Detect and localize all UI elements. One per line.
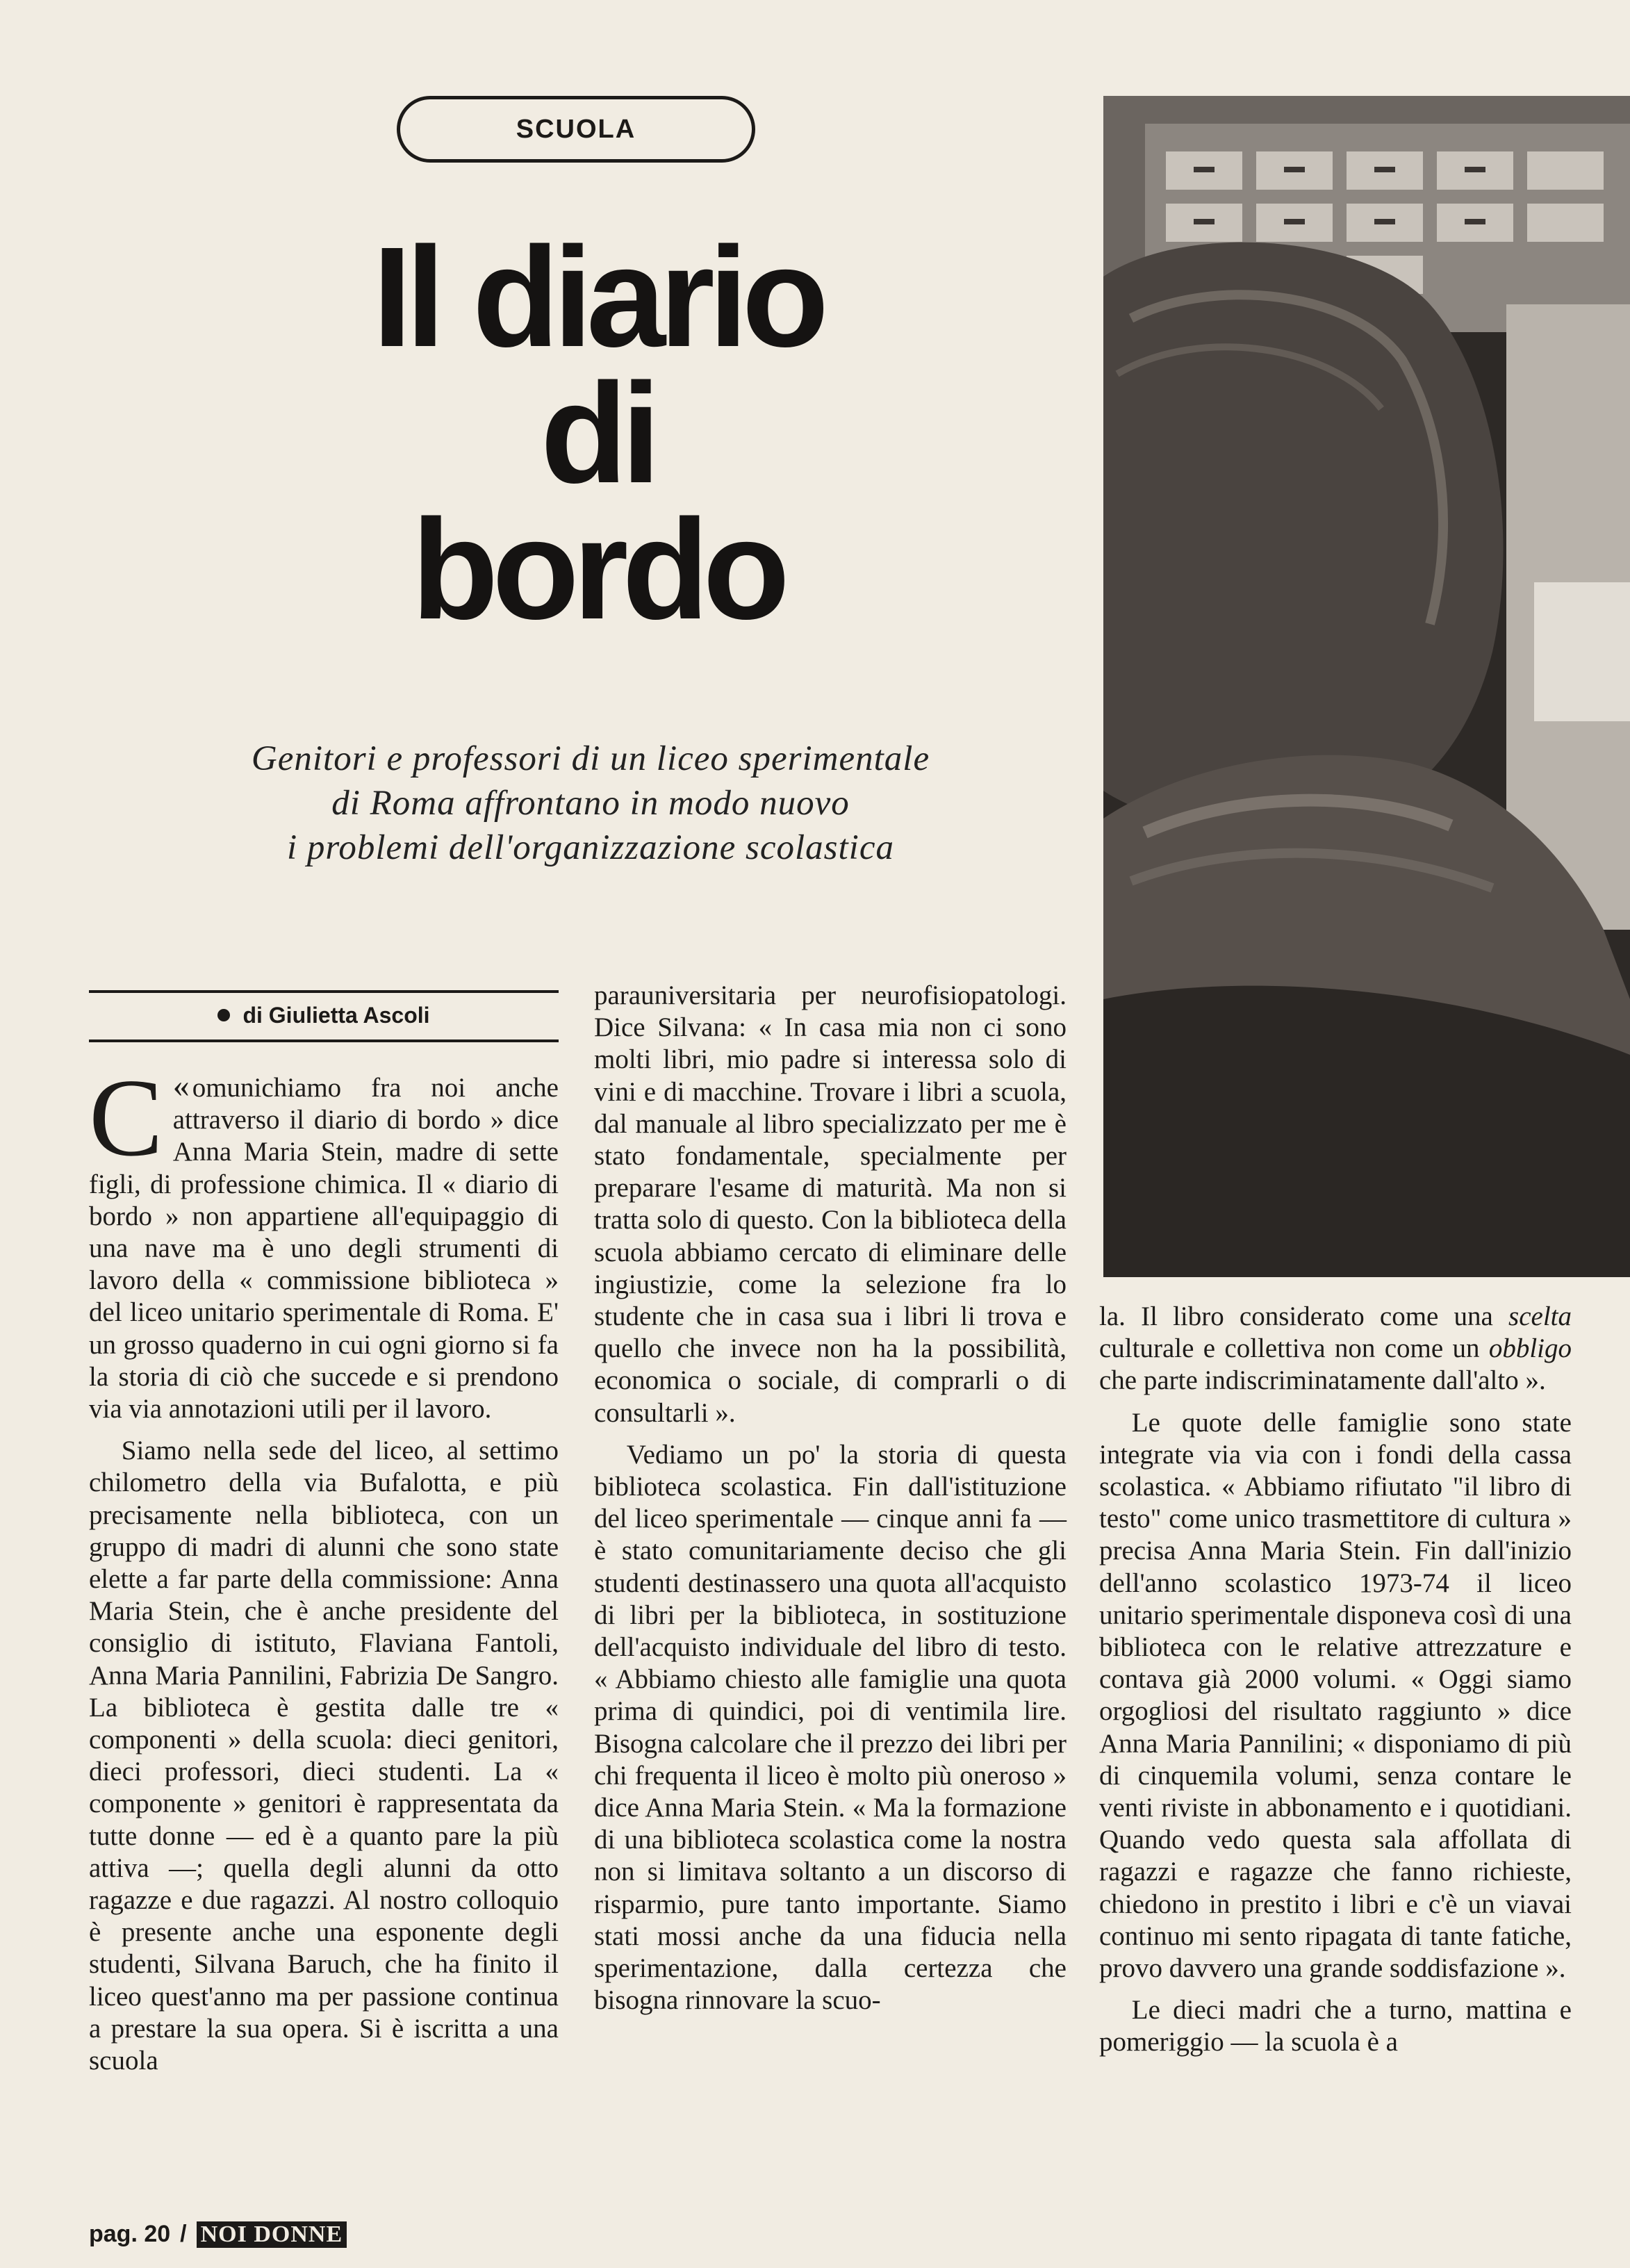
article-column-2 bbox=[594, 980, 1067, 2017]
byline-text: di Giulietta Ascoli bbox=[242, 1003, 430, 1028]
section-label: SCUOLA bbox=[397, 96, 755, 163]
headline-line-3: bordo bbox=[411, 490, 784, 649]
headline bbox=[250, 217, 945, 649]
subtitle-line-2: di Roma affrontano in modo nuovo bbox=[331, 784, 850, 823]
paragraph: Vediamo un po' la storia di questa biblioteca scolastica. Fin dall'istituzione del liceo sperimentale — cinque anni fa — è stato comunitariamente deciso che gli studenti destinassero una quota all'acquisto di libri per la biblioteca, in sostituzione dell'acquisto individuale del libro di testo. « Abbiamo chiesto alle famiglie una quota prima di quindici, poi di ventimila lire. Bisogna calcolare che il prezzo dei libri per chi frequenta il liceo è molto più oneroso » dice Anna Maria Stein. « Ma la formazione di una biblioteca scolastica come la nostra non si limitava soltanto a un discorso di risparmio, pure tanto importante. Siamo stati mossi anche da una fiducia nella sperimentazione, dalla certezza che bisogna rinnovare la scuo- bbox=[594, 1439, 1067, 2016]
paragraph bbox=[89, 1055, 559, 1425]
subtitle-line-3: i problemi dell'organizzazione scolastica bbox=[286, 828, 894, 867]
page-footer bbox=[89, 2221, 347, 2248]
paragraph: Le quote delle famiglie sono state integrate via via con i fondi della cassa scolastica. « Abbiamo rifiutato "il libro di testo" come unico trasmettitore di cultura » precisa Anna Maria Stein. Fin dall'inizio dell'anno scolastico 1973-74 il liceo unitario sperimentale disponeva così di una biblioteca con le relative attrezzature e contava già 2000 volumi. « Oggi siamo orgogliosi del risultato raggiunto » dice Anna Maria Pannilini; « disponiamo di più di cinquemila volumi, senza contare le venti riviste in abbonamento e i quotidiani. Quando vedo questa sala affollata di ragazzi e ragazze che fanno richieste, chiedono in prestito i libri e c'è un viavai continuo mi sento ripagata di tante fatiche, provo davvero una grande soddisfazione ». bbox=[1099, 1407, 1572, 1984]
bullet-icon bbox=[217, 1009, 230, 1021]
byline bbox=[89, 993, 559, 1040]
paragraph-text: omunichiamo fra noi anche attraverso il diario di bordo » dice Anna Maria Stein, madre di sette figli, di professione chimica. Il « diario di bordo » non appartiene all'equipaggio di una nave ma è uno degli strumenti di lavoro della « commissione biblioteca » del liceo unitario sperimentale di Roma. E' un grosso quaderno in cui ogni giorno si fa la storia di ciò che succede e si prendono via via annotazioni utili per il lavoro. bbox=[89, 1073, 559, 1424]
paragraph: Le dieci madri che a turno, mattina e pomeriggio — la scuola è a bbox=[1099, 1995, 1572, 2057]
article-column-1 bbox=[89, 1055, 559, 2077]
paragraph: parauniversitaria per neurofisiopatologi. Dice Silvana: « In casa mia non ci sono molti libri, mio padre si interessa solo di vini e di macchine. Trovare i libri a scuola, dal manuale al libro specializzato per me è stato fondamentale, specialmente per preparare l'esame di maturità. Ma non si tratta solo di questo. Con la biblioteca della scuola abbiamo cercato di eliminare delle ingiustizie, come la selezione fra lo studente che in casa sua i libri li trova e quello che invece non ha la possibilità, economica o sociale, di comprarli o di consultarli ». bbox=[594, 980, 1067, 1428]
footer-separator: / bbox=[180, 2221, 187, 2247]
photo-student-library bbox=[1103, 96, 1630, 1277]
text-run: la. Il libro considerato come una bbox=[1099, 1301, 1509, 1331]
text-run: che parte indiscriminatamente dall'alto ». bbox=[1099, 1365, 1546, 1396]
opening-quote: « bbox=[172, 1067, 190, 1104]
page-number: pag. 20 bbox=[89, 2221, 171, 2247]
emphasis: scelta bbox=[1508, 1301, 1572, 1331]
headline-line-2: di bbox=[540, 354, 655, 513]
headline-line-1: Il diario bbox=[372, 217, 823, 377]
byline-block bbox=[89, 990, 559, 1042]
paragraph: Siamo nella sede del liceo, al settimo chilometro della via Bufalotta, e più precisamente nella biblioteca, con un gruppo di madri di alunni che sono state elette a far parte della commissione: Anna Maria Stein, che è anche presidente del consiglio di istituto, Flaviana Fantoli, Anna Maria Pannilini, Fabrizia De Sangro. La biblioteca è gestita dalle tre « componenti » della scuola: dieci genitori, dieci professori, dieci studenti. La « componente » genitori è rappresentata da tutte donne — ed è a quanto pare la più attiva —; quella degli alunni da otto ragazze e due ragazzi. Al nostro colloquio è presente anche una esponente degli studenti, Silvana Baruch, che ha finito il liceo quest'anno ma per passione continua a prestare la sua opera. Si è iscritta a una scuola bbox=[89, 1436, 559, 2076]
drop-cap: C bbox=[89, 1055, 163, 1179]
article-column-3 bbox=[1099, 1301, 1572, 2059]
subtitle-line-1: Genitori e professori di un liceo sperimentale bbox=[251, 739, 930, 778]
paragraph bbox=[1099, 1301, 1572, 1397]
text-run: culturale e collettiva non come un bbox=[1099, 1333, 1489, 1364]
emphasis: obbligo bbox=[1488, 1333, 1572, 1364]
byline-rule-bottom bbox=[89, 1040, 559, 1042]
subtitle bbox=[139, 737, 1042, 870]
magazine-logo: NOI DONNE bbox=[197, 2221, 347, 2248]
